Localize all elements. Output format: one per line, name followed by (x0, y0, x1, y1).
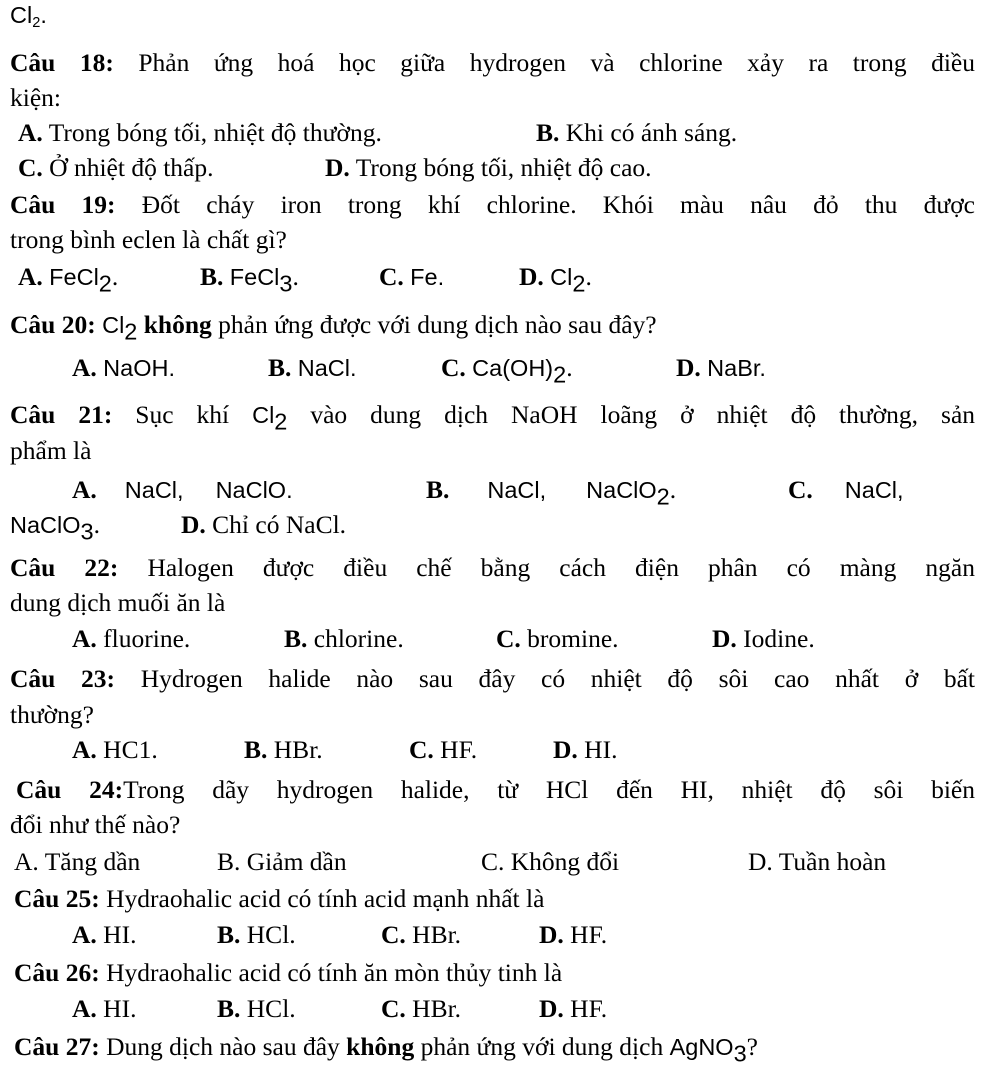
option-a: A. HC1. (72, 735, 158, 764)
question-label: Câu 23: (10, 664, 116, 693)
question-label: Câu 18: (10, 48, 114, 77)
question-label: Câu 27: (14, 1032, 100, 1061)
option-b: B. HCl. (217, 920, 296, 949)
question-20-stem: Câu 20: $Cl_2$ không phản ứng được với dung dịch nào sau đây? (10, 310, 657, 345)
question-label: Câu 24: (16, 775, 124, 804)
option-a: A. HI. (72, 920, 137, 949)
option-c: C. HF. (409, 735, 478, 764)
option-a: A. NaCl, NaClO. (72, 475, 293, 504)
question-19-stem-line2: trong bình eclen là chất gì? (10, 225, 287, 254)
question-21-stem: Câu 21: Sục khí $Cl_2$ vào dung dịch NaOH loãng ở nhiệt độ thường, sản (10, 400, 976, 435)
option-d: D. NaBr. (676, 353, 766, 382)
question-23-stem-line2: thường? (10, 700, 94, 729)
question-18-stem-line2: kiện: (10, 83, 61, 112)
question-27-stem: Câu 27: Dung dịch nào sau đây không phản ứng với dung dịch AgNO$_3$? (14, 1032, 758, 1067)
option-d: D. Trong bóng tối, nhiệt độ cao. (325, 153, 652, 182)
option-b: B. chlorine. (284, 624, 404, 653)
question-19-stem: Câu 19: Đốt cháy iron trong khí chlorine. Khói màu nâu đỏ thu được (10, 190, 976, 219)
option-b: B. NaCl, NaClO$_2$. (426, 475, 677, 510)
option-b: B. HCl. (217, 994, 296, 1023)
question-22-stem: Câu 22: Halogen được điều chế bằng cách điện phân có màng ngăn (10, 553, 975, 582)
option-c: C. NaCl, (788, 475, 904, 504)
question-24-stem: Câu 24:Trong dãy hydrogen halide, từ HCl đến HI, nhiệt độ sôi biến (16, 775, 975, 804)
option-b: B. FeCl$_3$. (200, 262, 299, 297)
option-c-continued: NaClO$_3$. (10, 510, 100, 545)
option-c: C. Không đổi (481, 847, 620, 876)
option-b: B. NaCl. (268, 353, 357, 382)
option-c: C. Ở nhiệt độ thấp. (18, 153, 214, 182)
question-label: Câu 21: (10, 400, 113, 429)
question-26-stem: Câu 26: Hydraohalic acid có tính ăn mòn thủy tinh là (14, 958, 563, 987)
option-c: C. HBr. (381, 920, 462, 949)
option-d: D. Tuần hoàn (748, 847, 887, 876)
option-a: A. FeCl$_2$. (18, 262, 119, 297)
question-18-stem: Câu 18: Phản ứng hoá học giữa hydrogen và chlorine xảy ra trong điều (10, 48, 976, 77)
option-a: A. Trong bóng tối, nhiệt độ thường. (18, 118, 382, 147)
option-d: D. $Cl_2$. (519, 262, 592, 297)
question-21-stem-line2: phẩm là (10, 436, 92, 465)
option-c: C. bromine. (496, 624, 619, 653)
option-d: D. Chỉ có NaCl. (181, 510, 347, 539)
option-a: A. HI. (72, 994, 137, 1023)
question-label: Câu 19: (10, 190, 116, 219)
option-a: A. NaOH. (72, 353, 175, 382)
option-b: B. Khi có ánh sáng. (536, 118, 738, 147)
option-a: A. Tăng dần (14, 847, 141, 876)
option-d: D. HF. (539, 920, 608, 949)
question-22-stem-line2: dung dịch muối ăn là (10, 588, 226, 617)
option-c: C. $Ca(OH)_2$. (441, 353, 573, 388)
option-c: C. HBr. (381, 994, 462, 1023)
option-d: D. HI. (553, 735, 618, 764)
option-b: B. Giảm dần (217, 847, 347, 876)
option-b: B. HBr. (244, 735, 323, 764)
question-label: Câu 22: (10, 553, 119, 582)
option-a: A. fluorine. (72, 624, 191, 653)
question-label: Câu 20: (10, 310, 96, 339)
question-label: Câu 25: (14, 884, 100, 913)
question-24-stem-line2: đổi như thế nào? (10, 810, 181, 839)
option-d: D. HF. (539, 994, 608, 1023)
option-c: C. Fe. (379, 262, 445, 291)
question-25-stem: Câu 25: Hydraohalic acid có tính acid mạnh nhất là (14, 884, 545, 913)
top-formula: $Cl_2$. (10, 2, 47, 32)
question-23-stem: Câu 23: Hydrogen halide nào sau đây có nhiệt độ sôi cao nhất ở bất (10, 664, 976, 693)
question-label: Câu 26: (14, 958, 100, 987)
option-d: D. Iodine. (712, 624, 815, 653)
